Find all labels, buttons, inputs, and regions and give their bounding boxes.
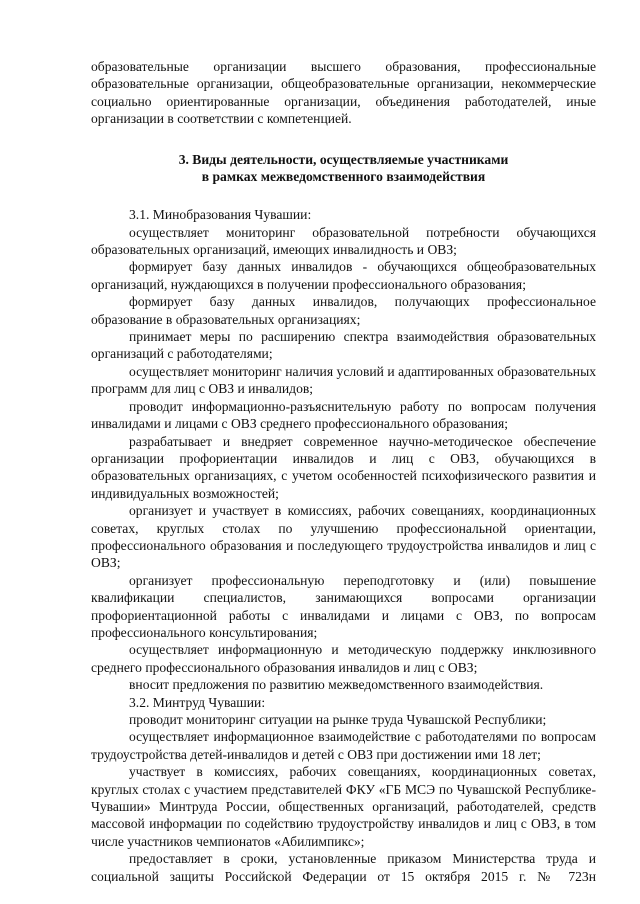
list-item: участвует в комиссиях, рабочих совещаниях, координационных советах, круглых столах с участием представителей ФКУ «ГБ МСЭ по Чувашской Республике-Чувашии» Минтруда России, общественных организаций, работодателей, средств массовой информации по содействию трудоустройству инвалидов и лиц с ОВЗ, в том числе участников чемпионатов «Абилимпикс»; [91, 764, 596, 849]
section-heading-line-1: 3. Виды деятельности, осуществляемые участниками [178, 151, 509, 167]
list-item: осуществляет мониторинг наличия условий и адаптированных образовательных программ для лиц с ОВЗ и инвалидов; [91, 363, 596, 397]
list-item-continued: предоставляет в сроки, установленные приказом Министерства труда и социальной защиты Российской Федерации от 15 октября 2015 г. № 723н [91, 851, 596, 884]
list-item: осуществляет информационное взаимодействие с работодателями по вопросам трудоустройства детей-инвалидов и детей с ОВЗ при достижении ими 18 лет; [91, 729, 596, 762]
list-item: осуществляет информационную и методическую поддержку инклюзивного среднего профессионального образования инвалидов и лиц с ОВЗ; [91, 642, 596, 675]
intro-paragraph: образовательные организации высшего образования, профессиональные образовательные организации, общеобразовательные организации, некоммерческие социально ориентированные организации, объединения работодателей, иные организации в соответствии с компетенцией. [91, 59, 596, 127]
list-item: формирует базу данных инвалидов, получающих профессиональное образование в образовательных организациях; [91, 294, 596, 327]
list-item: организует профессиональную переподготовку и (или) повышение квалификации специалистов, занимающихся вопросами организации профориентационной работы с инвалидами и лицами с ОВЗ, по вопросам профессионального консультирования; [91, 572, 596, 640]
subsection-title: 3.1. Минобразования Чувашии: [129, 207, 312, 223]
list-item: разрабатывает и внедряет современное научно-методическое обеспечение организации профориентации инвалидов и лиц с ОВЗ, обучающихся в образовательных организациях, с учетом особенностей психофизического развития и индивидуальных возможностей; [91, 433, 596, 501]
list-item: вносит предложения по развитию межведомственного взаимодействия. [129, 677, 544, 693]
list-item: проводит мониторинг ситуации на рынке труда Чувашской Республики; [129, 712, 547, 727]
list-item: организует и участвует в комиссиях, рабочих совещаниях, координационных советах, круглых столах по улучшению профессиональной ориентации, профессионального образования и последующего трудоустройства инвалидов и лиц с ОВЗ; [91, 503, 596, 571]
list-item: формирует базу данных инвалидов - обучающихся общеобразовательных организаций, нуждающихся в получении профессионального образования; [91, 259, 596, 292]
list-item: принимает меры по расширению спектра взаимодействия образовательных организаций с работодателями; [91, 329, 596, 362]
subsection-title: 3.2. Минтруд Чувашии: [129, 694, 266, 710]
section-heading [91, 151, 596, 187]
document-page [91, 58, 596, 885]
list-item: проводит информационно-разъяснительную работу по вопросам получения инвалидами и лицами с ОВЗ среднего профессионального образования; [91, 398, 596, 432]
list-item: осуществляет мониторинг образовательной потребности обучающихся образовательных организаций, имеющих инвалидность и ОВЗ; [91, 224, 596, 258]
section-heading-line-2: в рамках межведомственного взаимодействия [201, 169, 486, 185]
